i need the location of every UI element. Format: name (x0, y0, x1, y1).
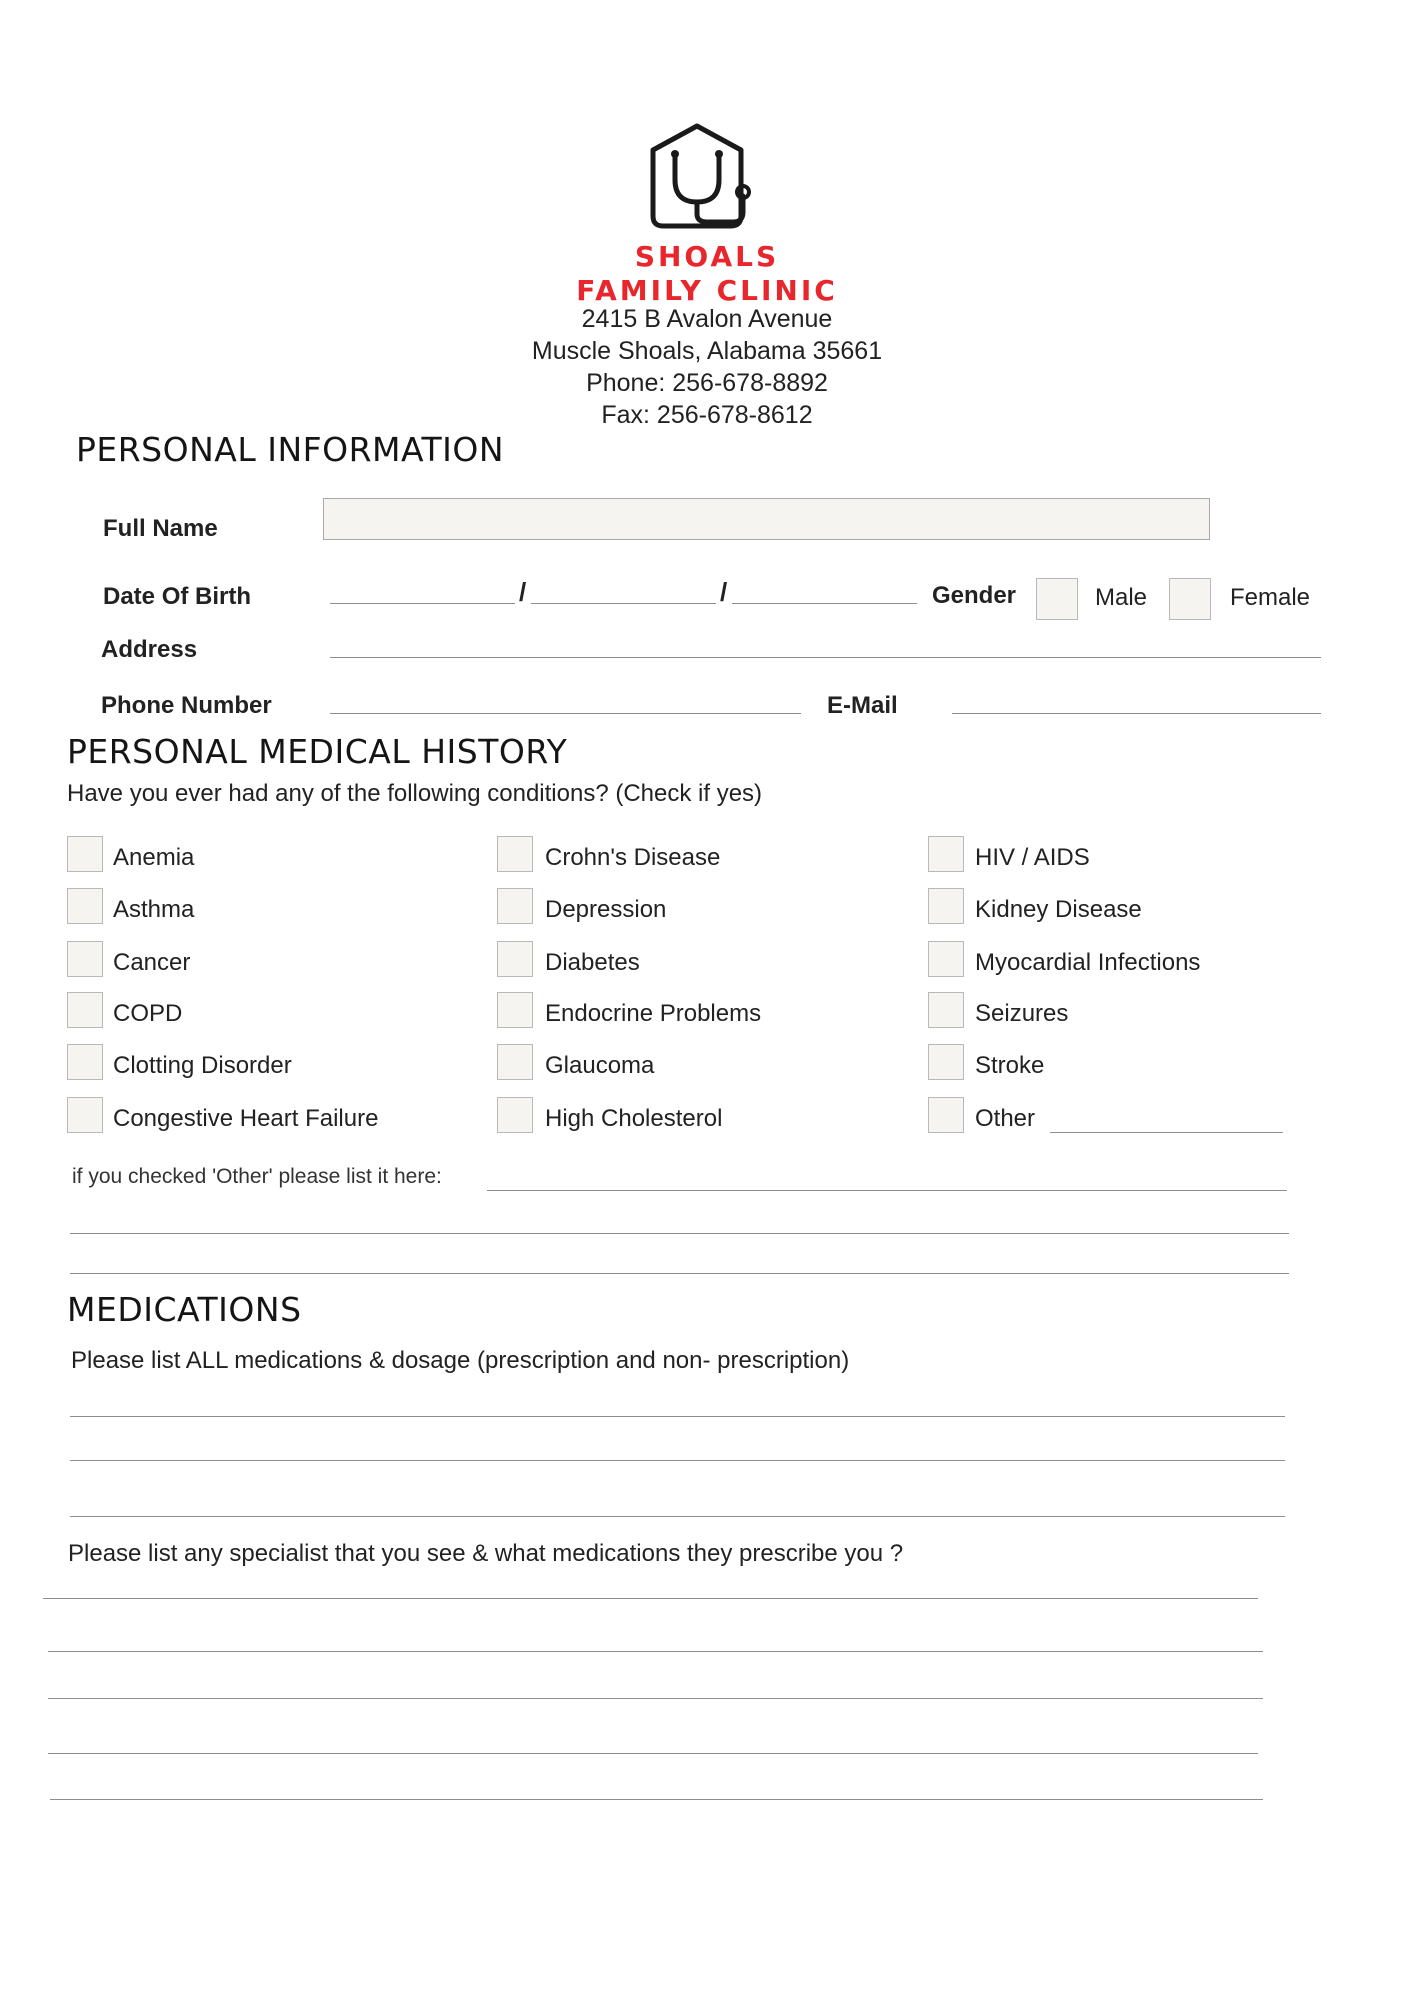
condition-checkbox[interactable] (928, 992, 964, 1028)
clinic-name-line2: FAMILY CLINIC (576, 274, 838, 307)
condition-checkbox[interactable] (497, 992, 533, 1028)
other-condition-field[interactable] (1050, 1132, 1283, 1133)
condition-checkbox[interactable] (497, 941, 533, 977)
specialist-line[interactable] (48, 1651, 1263, 1652)
specialist-line[interactable] (43, 1598, 1258, 1599)
condition-checkbox[interactable] (928, 836, 964, 872)
condition-label-anemia: Anemia (113, 844, 195, 871)
gender-female-label: Female (1230, 584, 1311, 611)
address-line2: Muscle Shoals, Alabama 35661 (531, 337, 883, 365)
dob-label: Date Of Birth (103, 583, 252, 610)
condition-checkbox[interactable] (928, 888, 964, 924)
condition-label-myocardial-infections: Myocardial Infections (975, 949, 1201, 976)
specialist-line[interactable] (48, 1698, 1263, 1699)
medical-history-title: PERSONAL MEDICAL HISTORY (67, 732, 568, 771)
specialist-line[interactable] (50, 1799, 1263, 1800)
medication-line[interactable] (70, 1460, 1285, 1461)
condition-label-congestive-heart-failure: Congestive Heart Failure (113, 1105, 379, 1132)
gender-label: Gender (932, 582, 1017, 609)
other-list-line[interactable] (70, 1233, 1289, 1234)
condition-label-copd: COPD (113, 1000, 183, 1027)
other-list-line[interactable] (70, 1273, 1289, 1274)
clinic-fax: Fax: 256-678-8612 (601, 401, 813, 429)
condition-checkbox[interactable] (928, 1097, 964, 1133)
medical-history-question: Have you ever had any of the following conditions? (Check if yes) (67, 780, 763, 807)
condition-checkbox[interactable] (67, 888, 103, 924)
dob-day-field[interactable] (531, 603, 716, 604)
condition-label-high-cholesterol: High Cholesterol (545, 1105, 723, 1132)
condition-label-cancer: Cancer (113, 949, 191, 976)
condition-label-asthma: Asthma (113, 896, 195, 923)
clinic-logo (641, 122, 753, 234)
dob-year-field[interactable] (732, 603, 917, 604)
condition-checkbox[interactable] (497, 1044, 533, 1080)
condition-checkbox[interactable] (497, 1097, 533, 1133)
condition-label-other: Other (975, 1105, 1036, 1132)
other-list-line[interactable] (487, 1190, 1287, 1191)
full-name-label: Full Name (103, 515, 218, 542)
specialist-line[interactable] (48, 1753, 1258, 1754)
condition-checkbox[interactable] (67, 941, 103, 977)
condition-checkbox[interactable] (497, 836, 533, 872)
dob-separator: / (519, 577, 527, 607)
address-label: Address (101, 636, 198, 663)
medications-title: MEDICATIONS (67, 1290, 302, 1329)
gender-male-label: Male (1095, 584, 1148, 611)
medication-line[interactable] (70, 1416, 1285, 1417)
condition-label-clotting-disorder: Clotting Disorder (113, 1052, 292, 1079)
dob-separator: / (720, 577, 728, 607)
condition-checkbox[interactable] (928, 1044, 964, 1080)
condition-checkbox[interactable] (67, 1097, 103, 1133)
condition-label-diabetes: Diabetes (545, 949, 640, 976)
address-field[interactable] (330, 657, 1321, 658)
condition-label-hiv-aids: HIV / AIDS (975, 844, 1090, 871)
condition-label-glaucoma: Glaucoma (545, 1052, 655, 1079)
medications-prompt: Please list ALL medications & dosage (prescription and non- prescription) (71, 1347, 850, 1374)
dob-month-field[interactable] (330, 603, 515, 604)
condition-checkbox[interactable] (67, 1044, 103, 1080)
condition-checkbox[interactable] (67, 992, 103, 1028)
clinic-phone: Phone: 256-678-8892 (586, 369, 828, 397)
condition-checkbox[interactable] (928, 941, 964, 977)
condition-label-stroke: Stroke (975, 1052, 1045, 1079)
email-field[interactable] (952, 713, 1321, 714)
other-prompt: if you checked 'Other' please list it here: (72, 1165, 442, 1188)
address-line1: 2415 B Avalon Avenue (581, 305, 833, 333)
specialist-prompt: Please list any specialist that you see & what medications they prescribe you ? (68, 1540, 904, 1567)
condition-label-seizures: Seizures (975, 1000, 1069, 1027)
clinic-name-line1: SHOALS (634, 240, 780, 273)
condition-checkbox[interactable] (497, 888, 533, 924)
condition-label-kidney-disease: Kidney Disease (975, 896, 1142, 923)
medication-line[interactable] (70, 1516, 1285, 1517)
condition-checkbox[interactable] (67, 836, 103, 872)
personal-information-title: PERSONAL INFORMATION (76, 430, 505, 469)
phone-number-label: Phone Number (101, 692, 272, 719)
phone-number-field[interactable] (330, 713, 801, 714)
full-name-field[interactable] (323, 498, 1210, 540)
condition-label-depression: Depression (545, 896, 667, 923)
email-label: E-Mail (827, 692, 898, 719)
condition-label-crohns-disease: Crohn's Disease (545, 844, 721, 871)
condition-label-endocrine-problems: Endocrine Problems (545, 1000, 762, 1027)
stethoscope-house-icon (641, 122, 753, 234)
gender-female-checkbox[interactable] (1169, 578, 1211, 620)
gender-male-checkbox[interactable] (1036, 578, 1078, 620)
